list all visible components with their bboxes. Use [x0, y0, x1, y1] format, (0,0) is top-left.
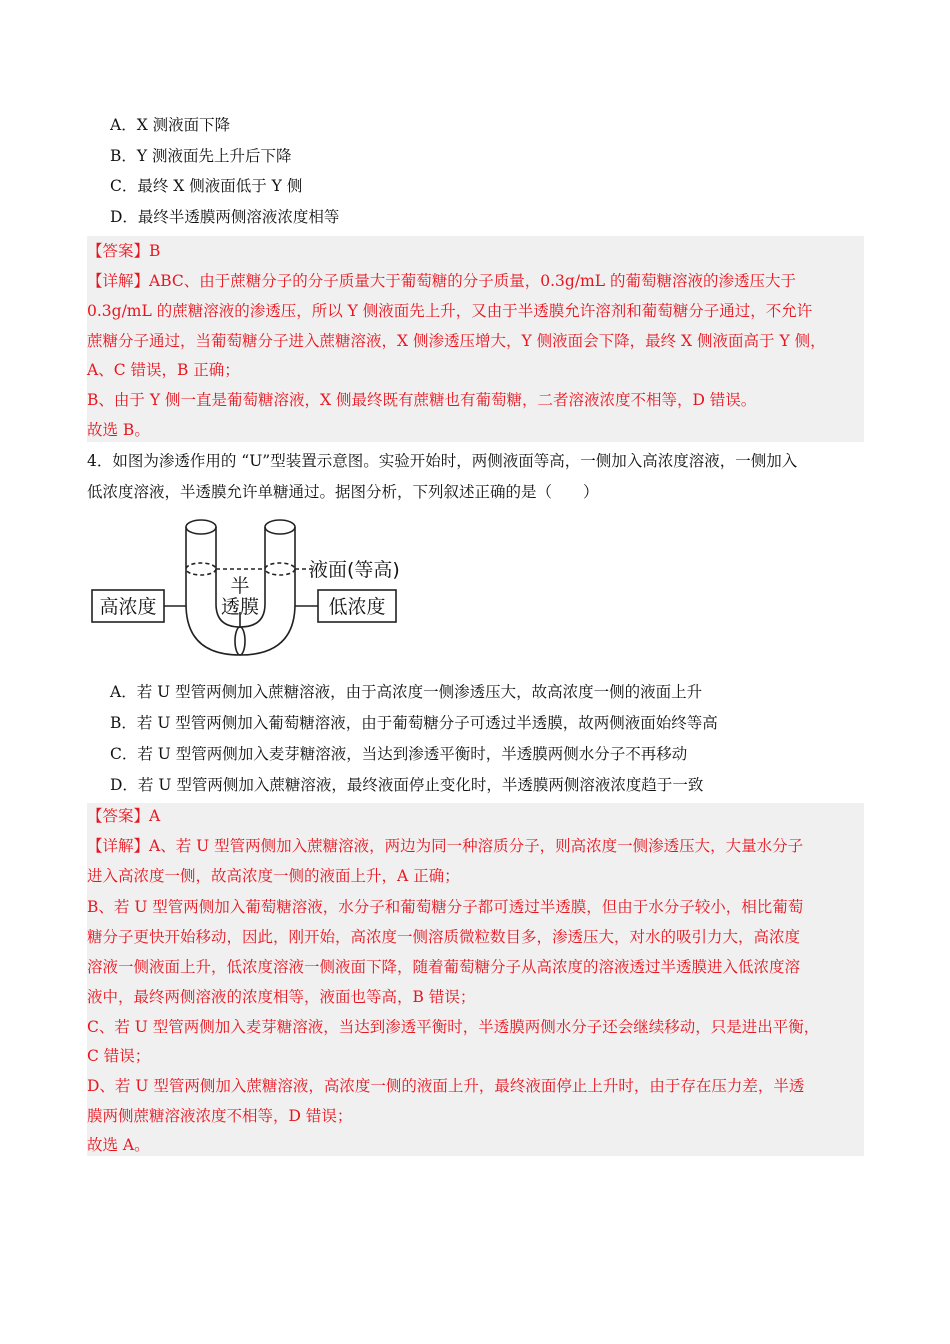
q4-option-d: D．若 U 型管两侧加入蔗糖溶液，最终液面停止变化时，半透膜两侧溶液浓度趋于一致 — [110, 776, 704, 794]
q4-answer — [87, 805, 160, 827]
q3-detail-line: 【详解】ABC、由于蔗糖分子的分子质量大于葡萄糖的分子质量，0.3g/mL 的葡萄糖溶液的渗透压大于 — [87, 272, 796, 290]
q4-detail-line: C 错误； — [87, 1047, 151, 1065]
q4-detail-line: 膜两侧蔗糖溶液浓度不相等，D 错误； — [87, 1107, 353, 1125]
answer-tag: 【答案】 — [87, 807, 150, 825]
q4-option-c: C．若 U 型管两侧加入麦芽糖溶液，当达到渗透平衡时，半透膜两侧水分子不再移动 — [110, 745, 688, 763]
q4-stem-line: 4．如图为渗透作用的 “U”型装置示意图。实验开始时，两侧液面等高，一侧加入高浓度溶液，一侧加入 — [87, 452, 798, 470]
low-concentration-label: 低浓度 — [328, 596, 386, 618]
q3-detail-line: 故选 B。 — [87, 421, 150, 439]
membrane-label-2: 透膜 — [220, 596, 260, 618]
q3-answer — [87, 240, 160, 262]
answer-value: B — [149, 242, 161, 260]
q4-detail-line: C、若 U 型管两侧加入麦芽糖溶液，当达到渗透平衡时，半透膜两侧水分子还会继续移动，只是进出平衡， — [87, 1018, 820, 1036]
q4-detail-line: 糖分子更快开始移动，因此，刚开始，高浓度一侧溶质微粒数目多，渗透压大，对水的吸引力大，高浓度 — [87, 928, 801, 946]
q3-option-c: C．最终 X 侧液面低于 Y 侧 — [110, 177, 303, 195]
q3-detail-line: A、C 错误，B 正确； — [87, 361, 240, 379]
q4-detail-line: B、若 U 型管两侧加入葡萄糖溶液，水分子和葡萄糖分子都可透过半透膜，但由于水分子较小，相比葡萄 — [87, 898, 804, 916]
u-tube-diagram — [90, 512, 420, 668]
q4-detail-line: 溶液一侧液面上升，低浓度溶液一侧液面下降，随着葡萄糖分子从高浓度的溶液透过半透膜进入低浓度溶 — [87, 958, 801, 976]
q4-detail-line: D、若 U 型管两侧加入蔗糖溶液，高浓度一侧的液面上升，最终液面停止上升时，由于存在压力差，半透 — [87, 1077, 805, 1095]
answer-value: A — [149, 807, 161, 825]
q4-option-a: A．若 U 型管两侧加入蔗糖溶液，由于高浓度一侧渗透压大，故高浓度一侧的液面上升 — [110, 683, 703, 701]
q4-option-b: B．若 U 型管两侧加入葡萄糖溶液，由于葡萄糖分子可透过半透膜，故两侧液面始终等高 — [110, 714, 718, 732]
q3-answer-block — [87, 236, 864, 442]
q3-option-d: D．最终半透膜两侧溶液浓度相等 — [110, 208, 340, 226]
q4-stem-line: 低浓度溶液，半透膜允许单糖通过。据图分析，下列叙述正确的是（ ） — [87, 483, 599, 501]
q4-answer-block — [87, 803, 864, 1156]
high-concentration-label: 高浓度 — [99, 596, 157, 618]
q3-detail-line: B、由于 Y 侧一直是葡萄糖溶液，X 侧最终既有蔗糖也有葡萄糖，二者溶液浓度不相等，D 错误。 — [87, 391, 757, 409]
q3-option-b: B．Y 测液面先上升后下降 — [110, 147, 292, 165]
q3-option-a: A．X 测液面下降 — [110, 116, 231, 134]
answer-tag: 【答案】 — [87, 242, 150, 260]
q3-detail-line: 蔗糖分子通过，当葡萄糖分子进入蔗糖溶液，X 侧渗透压增大，Y 侧液面会下降，最终 X 侧液面高于 Y 侧， — [87, 332, 826, 350]
q3-detail-line: 0.3g/mL 的蔗糖溶液的渗透压，所以 Y 侧液面先上升，又由于半透膜允许溶剂和葡萄糖分子通过，不允许 — [87, 302, 813, 320]
detail-tag: 【详解】 — [87, 837, 150, 855]
q4-detail-line: 【详解】A、若 U 型管两侧加入蔗糖溶液，两边为同一种溶质分子，则高浓度一侧渗透压大，大量水分子 — [87, 837, 804, 855]
detail-tag: 【详解】 — [87, 272, 150, 290]
q4-detail-line: 故选 A。 — [87, 1136, 150, 1154]
q4-detail-line: 进入高浓度一侧，故高浓度一侧的液面上升，A 正确； — [87, 867, 460, 885]
q4-detail-line: 液中，最终两侧溶液的浓度相等，液面也等高，B 错误； — [87, 988, 476, 1006]
liquid-level-label: 液面(等高) — [309, 559, 400, 581]
membrane-label-1: 半 — [230, 575, 250, 597]
